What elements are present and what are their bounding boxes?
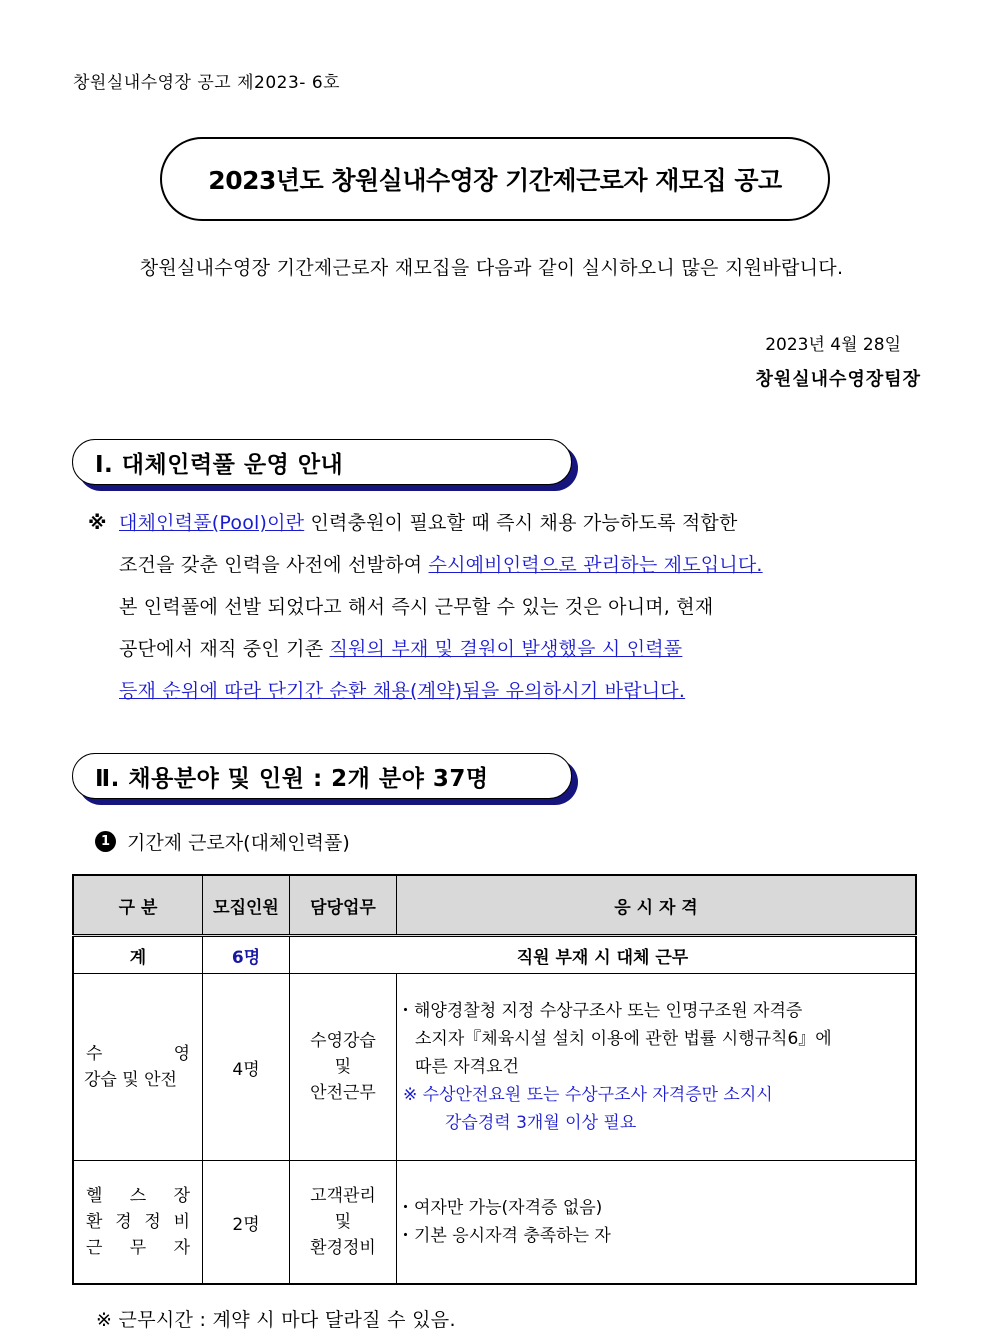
qualification-cell: [397, 974, 917, 1161]
category-char: 헬: [86, 1186, 103, 1206]
duty-cell: [290, 974, 397, 1161]
notice-number: 창원실내수영장 공고 제2023- 6호: [73, 73, 341, 93]
subsection-title-text: 기간제 근로자(대체인력풀): [127, 832, 350, 854]
category-char: 무: [129, 1238, 147, 1258]
para-text: 인력충원이 필요할 때 즉시 채용 가능하도록 적합한: [304, 512, 738, 534]
category-char: 장: [173, 1186, 190, 1206]
total-duty: 직원 부재 시 대체 근무: [290, 936, 917, 974]
category-line: [74, 1041, 202, 1067]
section1-heading: Ⅰ. 대체인력풀 운영 안내: [72, 439, 572, 485]
category-char: 환: [86, 1212, 103, 1232]
table-header-row: [73, 875, 916, 936]
qualification-line: 따른 자격요건: [415, 1057, 519, 1077]
duty-line: 환경정비: [310, 1238, 376, 1258]
duty-cell: [290, 1161, 397, 1285]
section1-heading-box: [72, 439, 578, 491]
qualification-line: ・해양경찰청 지정 수상구조사 또는 인명구조원 자격증: [397, 1001, 803, 1021]
footer-note: ※ 근무시간 : 계약 시 마다 달라질 수 있음.: [96, 1309, 456, 1331]
reference-mark: ※: [88, 512, 107, 534]
duty-line: 및: [334, 1057, 352, 1077]
header-duty: 담당업무: [290, 875, 397, 936]
duty-line: 및: [334, 1212, 352, 1232]
pool-definition-term: 대체인력풀(Pool)이란: [119, 512, 305, 534]
notice-date: 2023년 4월 28일: [765, 335, 901, 355]
subsection-title: [95, 828, 350, 855]
total-label: 계: [73, 936, 203, 974]
category-line: 강습 및 안전: [84, 1070, 177, 1090]
duty-line: 고객관리: [310, 1186, 376, 1206]
para-highlight: 등재 순위에 따라 단기간 순환 채용(계약)됨을 유의하시기 바랍니다.: [119, 680, 686, 702]
para-highlight: 수시예비인력으로 관리하는 제도입니다.: [428, 554, 763, 576]
para-line-3: 본 인력풀에 선발 되었다고 해서 즉시 근무할 수 있는 것은 아니며, 현재: [119, 596, 714, 618]
section2-heading-box: [72, 753, 578, 805]
title-box: [160, 137, 830, 221]
category-char: 수: [86, 1044, 103, 1064]
para-line-2: [88, 544, 888, 586]
category-cell: [73, 1161, 203, 1285]
count-cell: 2명: [203, 1161, 290, 1285]
category-char: 자: [173, 1238, 190, 1258]
table-total-row: [73, 936, 916, 974]
recruitment-table: [72, 874, 917, 1285]
category-line: [74, 1235, 202, 1261]
category-char: 영: [173, 1044, 190, 1064]
header-count: 모집인원: [203, 875, 290, 936]
category-line: [74, 1209, 202, 1235]
header-category: 구 분: [73, 875, 203, 936]
category-cell: [73, 974, 203, 1161]
table-row: [73, 1161, 916, 1285]
header-qualification: 응 시 자 격: [397, 875, 917, 936]
circled-number-icon: 1: [95, 831, 116, 852]
qualification-note: ※ 수상안전요원 또는 수상구조사 자격증만 소지시: [403, 1085, 773, 1105]
para-line-1: [88, 502, 888, 544]
issuer-name: 창원실내수영장팀장: [755, 369, 921, 390]
qualification-cell: [397, 1161, 917, 1285]
duty-line: 안전근무: [310, 1083, 376, 1103]
category-line: [74, 1183, 202, 1209]
duty-line: 수영강습: [310, 1031, 376, 1051]
count-cell: 4명: [203, 974, 290, 1161]
page-title: 2023년도 창원실내수영장 기간제근로자 재모집 공고: [208, 166, 782, 195]
qualification-line: ・기본 응시자격 충족하는 자: [397, 1226, 611, 1246]
table-row: [73, 974, 916, 1161]
para-line-4: [88, 628, 888, 670]
qualification-note: 강습경력 3개월 이상 필요: [445, 1113, 637, 1133]
total-count: 6명: [203, 936, 290, 974]
category-char: 정: [144, 1212, 161, 1232]
para-line-5: [88, 670, 888, 712]
category-char: 비: [173, 1212, 190, 1232]
category-char: 근: [86, 1238, 103, 1258]
intro-text: 창원실내수영장 기간제근로자 재모집을 다음과 같이 실시하오니 많은 지원바랍니다.: [139, 257, 844, 279]
section2-heading: Ⅱ. 채용분야 및 인원 : 2개 분야 37명: [72, 753, 572, 799]
para-text: 공단에서 재직 중인 기존: [119, 638, 330, 660]
para-text: 조건을 갖춘 인력을 사전에 선발하여: [119, 554, 429, 576]
para-highlight: 직원의 부재 및 결원이 발생했을 시 인력풀: [329, 638, 683, 660]
qualification-line: 소지자『체육시설 설치 이용에 관한 법률 시행규칙6』에: [415, 1029, 832, 1049]
category-char: 스: [129, 1186, 147, 1206]
qualification-line: ・여자만 가능(자격증 없음): [397, 1198, 603, 1218]
section1-paragraph: [88, 502, 888, 712]
category-char: 경: [115, 1212, 132, 1232]
